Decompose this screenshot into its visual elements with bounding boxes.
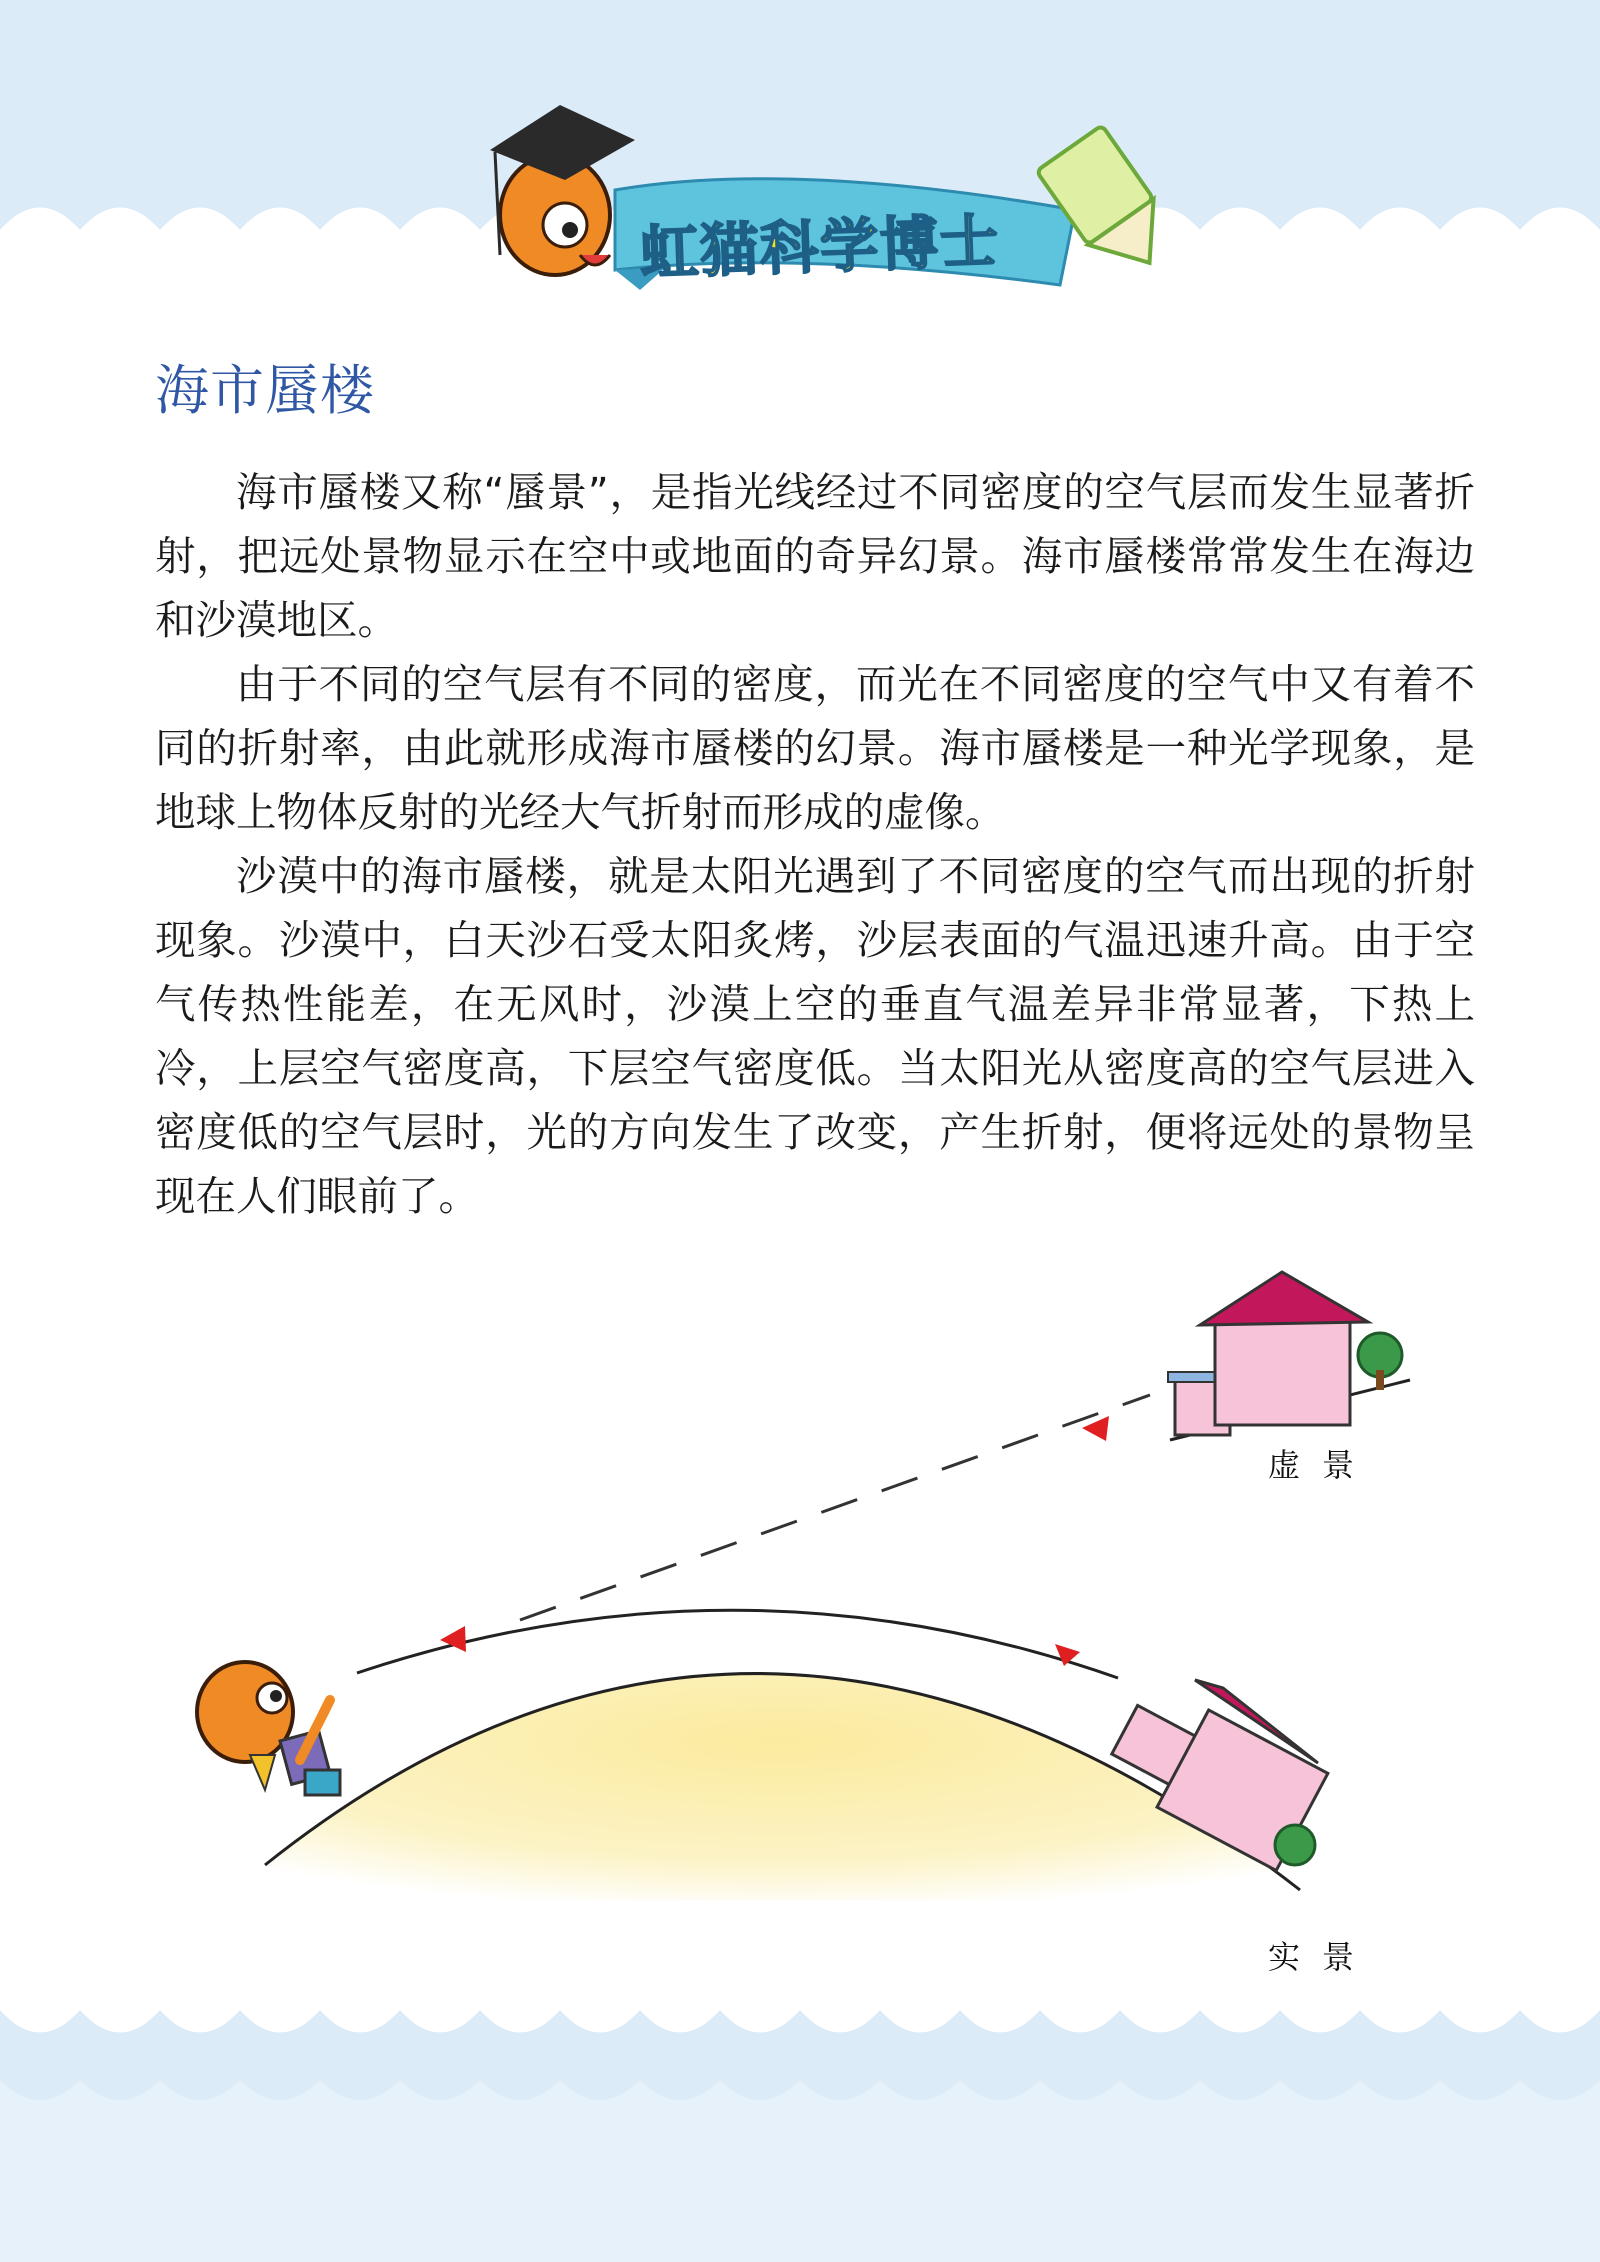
refracted-light-ray xyxy=(357,1610,1118,1678)
virtual-image-house xyxy=(1168,1272,1410,1440)
article-body xyxy=(155,460,1475,1228)
apparent-sight-line xyxy=(520,1395,1150,1620)
real-image-label: 实景 xyxy=(1268,1938,1377,1976)
page-title: 海市蜃楼 xyxy=(155,359,375,422)
paragraph: 沙漠中的海市蜃楼，就是太阳光遇到了不同密度的空气而出现的折射现象。沙漠中，白天沙石受太阳炙烤，沙层表面的气温迅速升高。由于空气传热性能差，在无风时，沙漠上空的垂直气温差异非常显著，下热上冷，上层空气密度高，下层空气密度低。当太阳光从密度高的空气层进入密度低的空气层时，光的方向发生了改变，产生折射，便将远处的景物呈现在人们眼前了。 xyxy=(155,852,1475,1220)
arrow-icon xyxy=(1082,1416,1109,1441)
paragraph: 由于不同的空气层有不同的密度，而光在不同密度的空气中又有着不同的折射率，由此就形成海市蜃楼的幻景。海市蜃楼是一种光学现象，是地球上物体反射的光经大气折射而形成的虚像。 xyxy=(155,660,1475,836)
banner-title: 虹猫科学博士 xyxy=(639,206,1002,288)
paragraph: 海市蜃楼又称“蜃景”，是指光线经过不同密度的空气层而发生显著折射，把远处景物显示在空中或地面的奇异幻景。海市蜃楼常常发生在海边和沙漠地区。 xyxy=(155,468,1475,644)
observer-cat-illustration xyxy=(197,1662,340,1795)
virtual-image-label: 虚景 xyxy=(1268,1446,1377,1484)
